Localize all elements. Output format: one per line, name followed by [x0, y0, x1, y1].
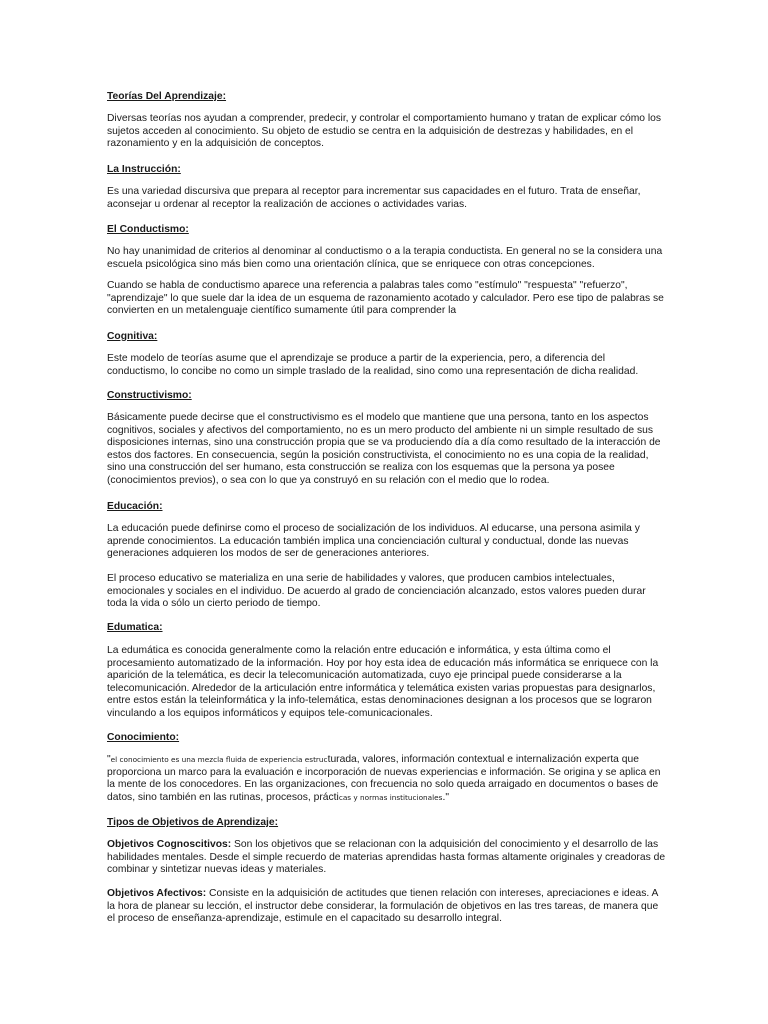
quote-close: ." — [442, 791, 449, 803]
heading-teorias: Teorías Del Aprendizaje: — [107, 91, 227, 102]
heading-instruccion: La Instrucción: — [107, 164, 181, 175]
heading-educacion: Educación: — [107, 501, 163, 512]
paragraph-educacion-1: La educación puede definirse como el proceso de socialización de los individuos. Al educarse, una persona asimila y aprende conocimientos. La educación también implica una concienciación cultural y conductual, donde las nuevas generaciones adquieren los modos de ser de generaciones anteriores. — [107, 523, 640, 559]
paragraph-educacion-2: El proceso educativo se materializa en una serie de habilidades y valores, que producen cambios intelectuales, emocionales y sociales en el individuo. De acuerdo al grado de concienciación alcanzado, estos valores pueden durar toda la vida o sólo un cierto periodo de tiempo. — [107, 573, 646, 609]
text-objetivos-afectivos: Consiste en la adquisición de actitudes que tienen relación con intereses, apreciaciones e ideas. A la hora de planear su lección, el instructor debe considerar, la formulación de objetivos en las tres tareas, de manera que el proceso de enseñanza-aprendizaje, estimule en el capacitado su desarrollo integral. — [107, 888, 659, 924]
paragraph-objetivos-cognoscitivos — [107, 839, 667, 877]
quote-open: " — [107, 754, 111, 765]
paragraph-objetivos-afectivos — [107, 888, 667, 926]
paragraph-teorias: Diversas teorías nos ayudan a comprender, predecir, y controlar el comportamiento humano y tratan de explicar cómo los sujetos acceden al conocimiento. Su objeto de estudio se centra en la adquisición de destrezas y habilidades, en el razonamiento y en la adquisición de conceptos. — [107, 113, 662, 149]
heading-tipos-objetivos: Tipos de Objetivos de Aprendizaje: — [107, 817, 279, 828]
heading-constructivismo: Constructivismo: — [107, 390, 192, 401]
text-objetivos-cognoscitivos: Son los objetivos que se relacionan con la adquisición del conocimiento y el desarrollo de las habilidades mentales. Desde el simple recuerdo de materias aprendidas hasta formas altamente originales y creadoras de combinar y sintetizar nuevas ideas y materiales. — [107, 839, 666, 875]
paragraph-instruccion: Es una variedad discursiva que prepara al receptor para incrementar sus capacidades en el futuro. Trata de enseñar, aconsejar u ordenar al receptor la realización de acciones o actividades varias. — [107, 186, 641, 210]
label-objetivos-afectivos: Objetivos Afectivos: — [107, 888, 207, 899]
paragraph-cognitiva: Este modelo de teorías asume que el aprendizaje se produce a partir de la experiencia, pero, a diferencia del conductismo, lo concibe no como un simple traslado de la realidad, sino como una representación de dicha realidad. — [107, 353, 639, 377]
paragraph-conductismo-2: Cuando se habla de conductismo aparece una referencia a palabras tales como "estímulo" "respuesta" "refuerzo", "aprendizaje" lo que suele dar la idea de un esquema de razonamiento acotado y calculador. Pero ese tipo de palabras se convierten en un metalenguaje científico sumamente útil para comprender la — [107, 280, 664, 316]
heading-conocimiento: Conocimiento: — [107, 732, 180, 743]
paragraph-constructivismo: Básicamente puede decirse que el constructivismo es el modelo que mantiene que una persona, tanto en los aspectos cognitivos, sociales y afectivos del comportamiento, no es un mero producto del ambiente ni un simple resultado de sus disposiciones internas, sino una construcción propia que se va produciendo día a día como resultado de la interacción de estos dos factores. En consecuencia, según la posición constructivista, el conocimiento no es una copia de la realidad, sino una construcción del ser humano, esta construcción se realiza con los esquemas que la persona ya posee (conocimientos previos), o sea con lo que ya construyó en su relación con el medio que lo rodea. — [107, 412, 661, 486]
paragraph-conocimiento — [107, 754, 667, 804]
paragraph-edumatica: La edumática es conocida generalmente como la relación entre educación e informática, y esta última como el procesamiento automatizado de la información. Hoy por hoy esta idea de educación más informática se enriquece con la aparición de la telemática, es decir la telecomunicación automatizada, cuyo eje principal puede considerarse a la telecomunicación. Alrededor de la articulación entre informática y telemática existen varias propuestas para designarlos, entre estos están la teleinformática y la info-telemática, estas denominaciones designan a los procesos que se lograron vinculando a los equipos informáticos y equipos tele-comunicacionales. — [107, 645, 659, 719]
quote-text-main: turada, valores, información contextual e internalización experta que proporciona un marco para la evaluación e incorporación de nuevas experiencias e información. Se origina y se aplica en la mente de los conocedores. En las organizaciones, con frecuencia no solo queda arraigado en documentos o bases de datos, sino también en las rutinas, procesos, prácti — [107, 754, 661, 803]
heading-edumatica: Edumatica: — [107, 622, 163, 633]
heading-conductismo: El Conductismo: — [107, 224, 189, 235]
quote-text-small-a: el conocimiento es una mezcla fluida de experiencia estruc — [110, 755, 328, 764]
paragraph-conductismo-1: No hay unanimidad de criterios al denominar al conductismo o a la terapia conductista. En general no se la considera una escuela psicológica sino más bien como una orientación clínica, que se enriquece con otras concepciones. — [107, 246, 663, 270]
label-objetivos-cognoscitivos: Objetivos Cognoscitivos: — [107, 839, 232, 850]
quote-text-small-b: cas y normas institucionales — [338, 792, 443, 802]
heading-cognitiva: Cognitiva: — [107, 331, 158, 342]
